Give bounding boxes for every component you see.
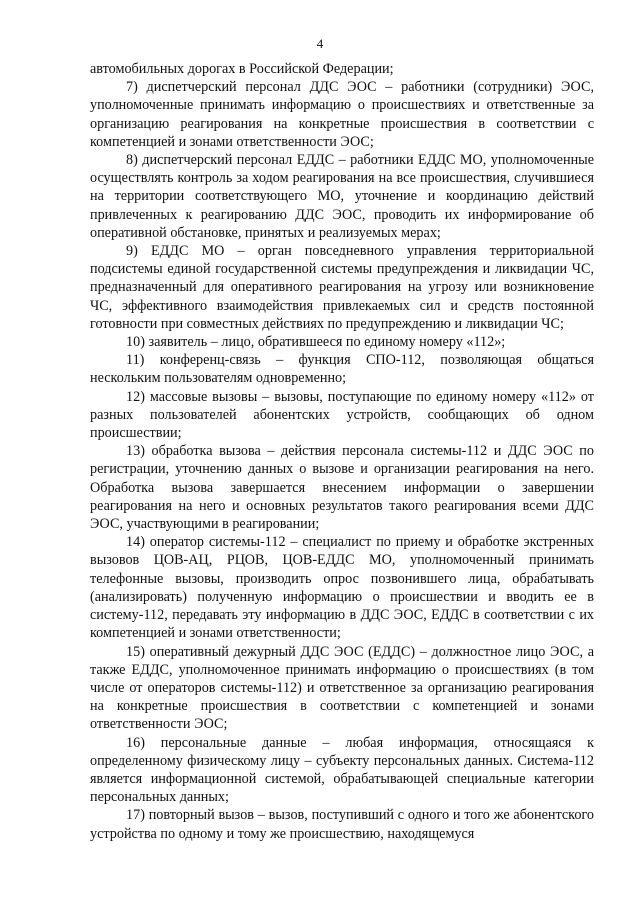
paragraph-item-17: 17) повторный вызов – вызов, поступивший с одного и того же абонентского устройства по одному и тому же происшествию, находящемуся	[90, 807, 594, 842]
paragraph-item-15: 15) оперативный дежурный ДДС ЭОС (ЕДДС) – должностное лицо ЭОС, а также ЕДДС, уполномоченное принимать информацию о происшествиях (в том числе от операторов системы-112) и ответственное за организацию реагирования на конкретные происшествия в соответствии с компетенцией и зонами ответственности ЭОС;	[90, 643, 594, 733]
paragraph-item-11: 11) конференц-связь – функция СПО-112, позволяющая общаться нескольким пользователям одновременно;	[90, 352, 594, 387]
paragraph-item-9: 9) ЕДДС МО – орган повседневного управления территориальной подсистемы единой государственной системы предупреждения и ликвидации ЧС, предназначенный для оперативного реагирования на угрозу или возникновение ЧС, эффективного взаимодействия привлекаемых сил и средств постоянной готовности при совместных действиях по предупреждению и ликвидации ЧС;	[90, 243, 594, 332]
paragraph-item-10: 10) заявитель – лицо, обратившееся по единому номеру «112»;	[126, 334, 506, 351]
paragraph-continuation: автомобильных дорогах в Российской Федерации;	[90, 61, 394, 77]
paragraph-item-7: 7) диспетчерский персонал ДДС ЭОС – работники (сотрудники) ЭОС, уполномоченные принимать информацию о происшествиях и ответственные за организацию реагирования на конкретные происшествия в соответствии с компетенцией и зонами ответственности ЭОС;	[90, 79, 594, 150]
paragraph-item-16: 16) персональные данные – любая информация, относящаяся к определенному физическому лицу – субъекту персональных данных. Система-112 является информационной системой, обрабатывающей специальные категории персональных данных;	[90, 734, 594, 806]
document-body	[90, 60, 594, 843]
paragraph-item-12: 12) массовые вызовы – вызовы, поступающие по единому номеру «112» от разных пользователей абонентских устройств, сообщающих об одном происшествии;	[90, 388, 594, 442]
paragraph-item-13: 13) обработка вызова – действия персонала системы-112 и ДДС ЭОС по регистрации, уточнению данных о вызове и организации реагирования на него. Обработка вызова завершается внесением информации о завершении реагирования на него и основных результатов такого реагирования всеми ДДС ЭОС, участвующими в реагировании;	[90, 443, 594, 533]
paragraph-item-14: 14) оператор системы-112 – специалист по приему и обработке экстренных вызовов ЦОВ-АЦ, РЦОВ, ЦОВ-ЕДДС МО, уполномоченный принимать телефонные вызовы, производить опрос позвонившего лица, обрабатывать (анализировать) полученную информацию о происшествии и вводить ее в систему-112, передавать эту информацию в ДДС ЭОС, ЕДДС в соответствии с их компетенцией и зонами ответственности;	[90, 534, 594, 642]
page-number: 4	[316, 36, 324, 51]
paragraph-item-8: 8) диспетчерский персонал ЕДДС – работники ЕДДС МО, уполномоченные осуществлять контроль за ходом реагирования на все происшествия, случившиеся на территории соответствующего МО, уточнение и координацию действий привлеченных к реагированию ДДС ЭОС, проводить их информирование об оперативной обстановке, принятых и реализуемых мерах;	[90, 152, 594, 241]
